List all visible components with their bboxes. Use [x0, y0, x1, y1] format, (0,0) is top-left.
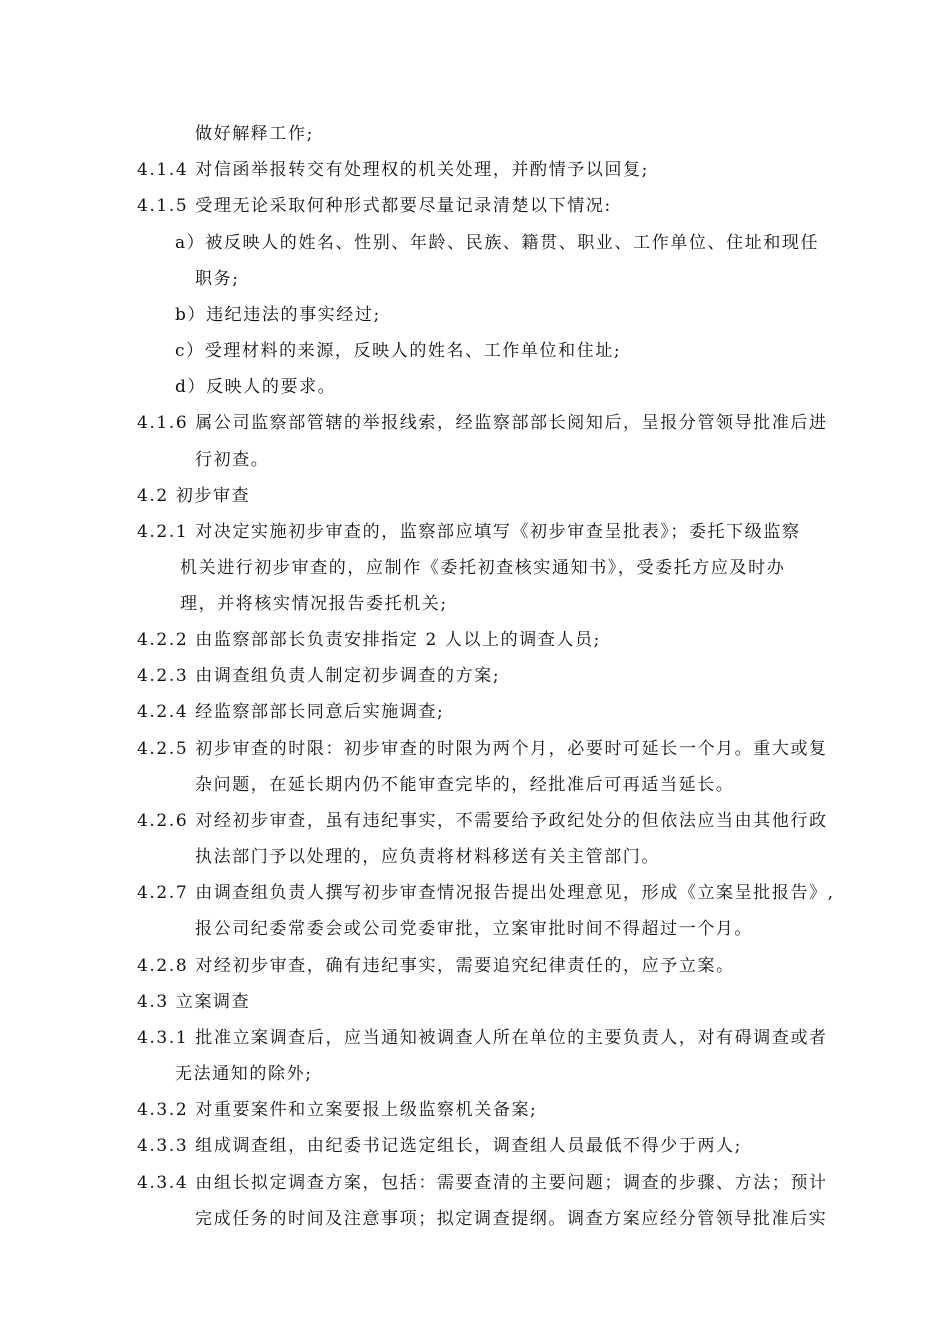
text-line: 4.2.7 由调查组负责人撰写初步审查情况报告提出处理意见，形成《立案呈批报告》,: [137, 883, 835, 903]
text-line: 完成任务的时间及注意事项；拟定调查提纲。调查方案应经分管领导批准后实: [195, 1209, 828, 1229]
text-line: 4.1.4 对信函举报转交有处理权的机关处理，并酌情予以回复;: [137, 160, 649, 180]
text-line: b）违纪违法的事实经过;: [175, 305, 381, 325]
text-line: 报公司纪委常委会或公司党委审批，立案审批时间不得超过一个月。: [195, 919, 753, 939]
text-line: 无法通知的除外;: [175, 1064, 313, 1084]
text-line: 4.3.3 组成调查组，由纪委书记选定组长，调查组人员最低不得少于两人;: [137, 1136, 742, 1156]
text-line: c）受理材料的来源，反映人的姓名、工作单位和住址;: [175, 341, 622, 361]
text-line: 执法部门予以处理的，应负责将材料移送有关主管部门。: [195, 847, 660, 867]
section-heading: 4.2 初步审查: [137, 486, 251, 506]
text-line: 4.2.3 由调查组负责人制定初步调查的方案;: [137, 666, 501, 686]
text-line: 4.2.5 初步审查的时限：初步审查的时限为两个月，必要时可延长一个月。重大或复: [137, 739, 828, 759]
text-line: d）反映人的要求。: [175, 377, 337, 397]
text-line: 4.2.6 对经初步审查，虽有违纪事实，不需要给予政纪处分的但依法应当由其他行政: [137, 811, 828, 831]
text-line: 理，并将核实情况报告委托机关;: [180, 594, 448, 614]
text-line: a）被反映人的姓名、性别、年龄、民族、籍贯、职业、工作单位、住址和现任: [175, 233, 820, 253]
text-line: 4.3.1 批准立案调查后，应当通知被调查人所在单位的主要负责人，对有碍调查或者: [137, 1028, 828, 1048]
text-line: 4.3.2 对重要案件和立案要报上级监察机关备案;: [137, 1100, 538, 1120]
section-heading: 4.3 立案调查: [137, 992, 251, 1012]
text-line: 4.1.5 受理无论采取何种形式都要尽量记录清楚以下情况:: [137, 196, 612, 216]
text-line: 行初查。: [195, 450, 270, 470]
text-line: 杂问题，在延长期内仍不能审查完毕的，经批准后可再适当延长。: [195, 775, 735, 795]
text-line: 4.2.1 对决定实施初步审查的，监察部应填写《初步审查呈批表》；委托下级监察: [137, 522, 801, 542]
text-line: 做好解释工作;: [195, 124, 314, 144]
text-line: 4.2.4 经监察部部长同意后实施调查;: [137, 702, 445, 722]
text-line: 4.3.4 由组长拟定调查方案，包括：需要查清的主要问题；调查的步骤、方法；预计: [137, 1173, 828, 1193]
text-line: 4.2.8 对经初步审查，确有违纪事实，需要追究纪律责任的，应予立案。: [137, 956, 735, 976]
text-line: 职务;: [195, 269, 240, 289]
text-line: 机关进行初步审查的，应制作《委托初查核实通知书》，受委托方应及时办: [180, 558, 786, 578]
text-line: 4.1.6 属公司监察部管辖的举报线索，经监察部部长阅知后，呈报分管领导批准后进: [137, 413, 828, 433]
text-line: 4.2.2 由监察部部长负责安排指定 2 人以上的调查人员;: [137, 630, 602, 650]
